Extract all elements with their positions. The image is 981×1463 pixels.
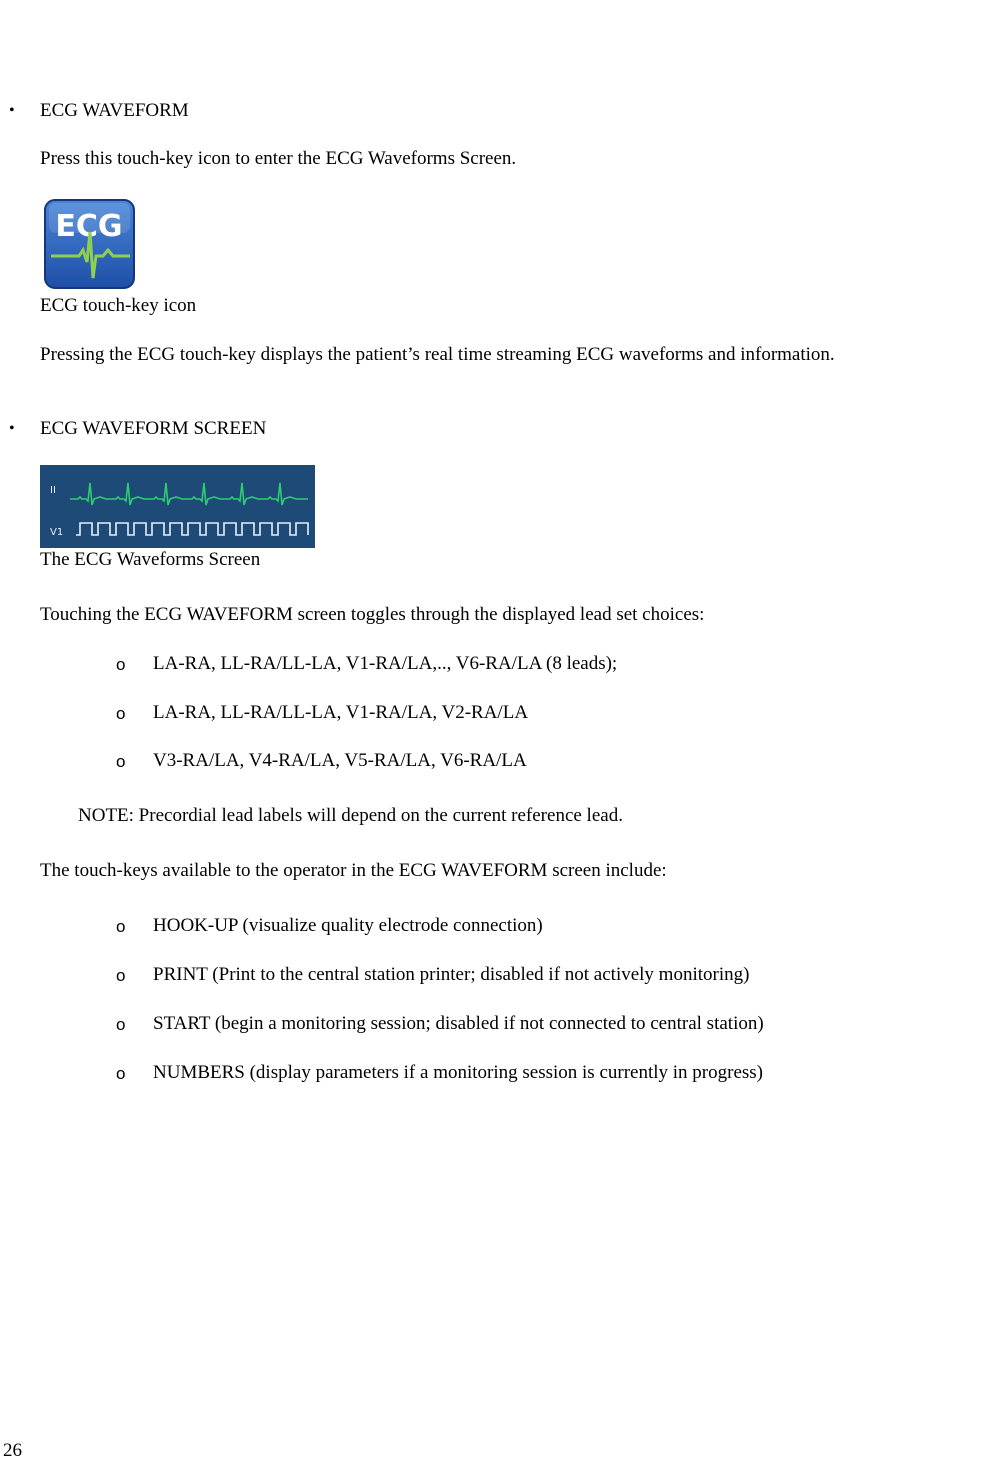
sub-bullet-marker: o xyxy=(116,1064,126,1083)
sub-bullet-marker: o xyxy=(116,704,126,723)
lead-v1-label: V1 xyxy=(50,527,64,538)
lead-ii-label: II xyxy=(50,485,56,496)
image-caption: The ECG Waveforms Screen xyxy=(40,549,261,570)
section-heading-ecg-waveform: ECG WAVEFORM xyxy=(40,100,189,121)
touch-key-item-numbers: NUMBERS (display parameters if a monitoring session is currently in progress) xyxy=(153,1062,764,1083)
sub-bullet-marker: o xyxy=(116,655,126,674)
toggle-intro: Touching the ECG WAVEFORM screen toggles through the displayed lead set choices: xyxy=(40,604,705,625)
ecg-waveform-screen-image xyxy=(40,465,315,548)
lead-set-item: V3-RA/LA, V4-RA/LA, V5-RA/LA, V6-RA/LA xyxy=(153,750,527,771)
bullet-marker: • xyxy=(9,102,15,119)
touch-key-item-print: PRINT (Print to the central station printer; disabled if not actively monitoring) xyxy=(153,964,750,985)
ecg-description: Pressing the ECG touch-key displays the patient’s real time streaming ECG waveforms and information. xyxy=(40,344,835,365)
sub-bullet-marker: o xyxy=(116,966,126,985)
sub-bullet-marker: o xyxy=(116,917,126,936)
intro-text: Press this touch-key icon to enter the ECG Waveforms Screen. xyxy=(40,148,517,169)
touch-key-item-hook-up: HOOK-UP (visualize quality electrode connection) xyxy=(153,915,543,936)
ecg-touch-key-icon xyxy=(43,198,136,290)
icon-caption: ECG touch-key icon xyxy=(40,295,197,316)
bullet-marker: • xyxy=(9,420,15,437)
lead-set-item: LA-RA, LL-RA/LL-LA, V1-RA/LA, V2-RA/LA xyxy=(153,702,529,723)
sub-bullet-marker: o xyxy=(116,752,126,771)
touch-key-item-start: START (begin a monitoring session; disabled if not connected to central station) xyxy=(153,1013,764,1034)
section-heading-ecg-waveform-screen: ECG WAVEFORM SCREEN xyxy=(40,418,267,439)
touch-keys-intro: The touch-keys available to the operator in the ECG WAVEFORM screen include: xyxy=(40,860,667,881)
page-number: 26 xyxy=(3,1440,22,1461)
ecg-icon-label: ECG xyxy=(55,209,123,244)
note-text: NOTE: Precordial lead labels will depend on the current reference lead. xyxy=(78,805,623,826)
sub-bullet-marker: o xyxy=(116,1015,126,1034)
lead-set-item: LA-RA, LL-RA/LL-LA, V1-RA/LA,.., V6-RA/LA (8 leads); xyxy=(153,653,618,674)
